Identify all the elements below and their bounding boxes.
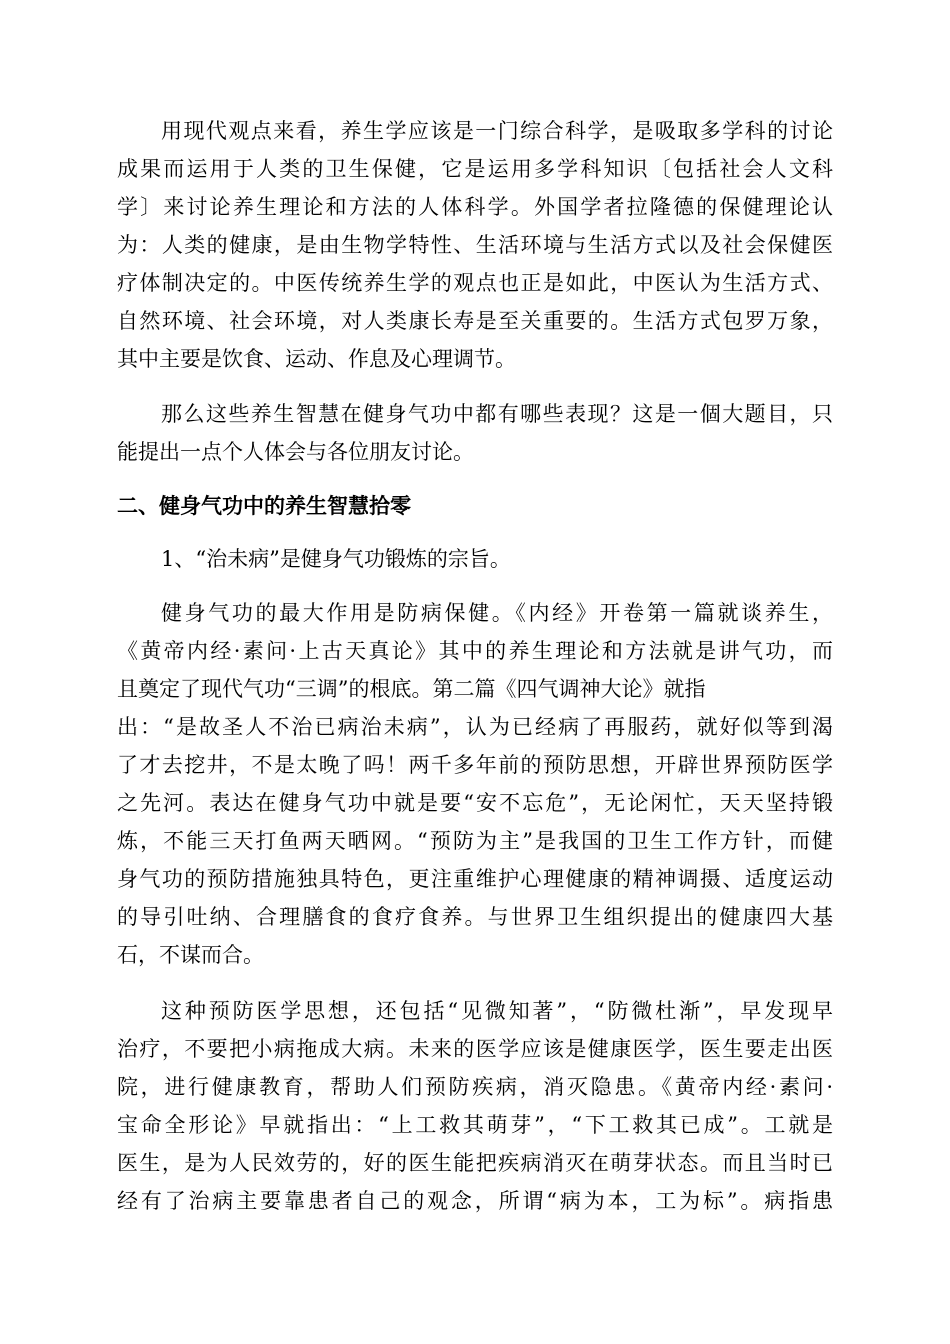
text-line: 其中主要是饮食、运动、作息及心理调节。 xyxy=(117,347,516,371)
text-line: 且奠定了现代气功“三调”的根底。第二篇《四气调神大论》就指 xyxy=(117,677,706,701)
text-line: 炼，不能三天打鱼两天晒网。“预防为主”是我国的卫生工作方针，而健 xyxy=(117,829,833,853)
text-line: 那么这些养生智慧在健身气功中都有哪些表现？这是一個大题目，只 xyxy=(161,402,833,426)
text-line: 治疗，不要把小病拖成大病。未来的医学应该是健康医学，医生要走出医 xyxy=(117,1037,833,1061)
text-line: 石，不谋而合。 xyxy=(117,943,264,967)
sub-heading: 1、“治未病”是健身气功锻炼的宗旨。 xyxy=(161,547,511,571)
text-line: 能提出一点个人体会与各位朋友讨论。 xyxy=(117,440,474,464)
text-line: 的导引吐纳、合理膳食的食疗食养。与世界卫生组织提出的健康四大基 xyxy=(117,905,833,929)
text-line: 院，进行健康教育，帮助人们预防疾病，消灭隐患。《黄帝内经·素问· xyxy=(117,1075,833,1099)
text-line: 经有了治病主要靠患者自己的观念，所谓“病为本，工为标”。病指患 xyxy=(117,1189,833,1213)
text-line: 学〕来讨论养生理论和方法的人体科学。外国学者拉隆德的保健理论认 xyxy=(117,195,833,219)
text-line: 健身气功的最大作用是防病保健。《内经》开卷第一篇就谈养生， xyxy=(161,601,833,625)
text-line: 了才去挖井，不是太晚了吗！两千多年前的预防思想，开辟世界预防医学 xyxy=(117,753,833,777)
text-line: 这种预防医学思想，还包括“见微知著”，“防微杜渐”，早发现早 xyxy=(161,999,833,1023)
text-line: 医生，是为人民效劳的，好的医生能把疾病消灭在萌芽状态。而且当时已 xyxy=(117,1151,833,1175)
text-line: 成果而运用于人类的卫生保健，它是运用多学科知识〔包括社会人文科 xyxy=(117,157,833,181)
section-heading: 二、健身气功中的养生智慧拾零 xyxy=(117,494,411,518)
text-line: 之先河。表达在健身气功中就是要“安不忘危”，无论闲忙，天天坚持锻 xyxy=(117,791,833,815)
text-line: 为：人类的健康，是由生物学特性、生活环境与生活方式以及社会保健医 xyxy=(117,233,833,257)
text-line: 宝命全形论》早就指出：“上工救其萌芽”，“下工救其已成”。工就是 xyxy=(117,1113,833,1137)
text-line: 出：“是故圣人不治已病治未病”，认为已经病了再服药，就好似等到渴 xyxy=(117,715,833,739)
text-line: 自然环境、社会环境，对人类康长寿是至关重要的。生活方式包罗万象， xyxy=(117,309,833,333)
text-line: 身气功的预防措施独具特色，更注重维护心理健康的精神调摄、适度运动 xyxy=(117,867,833,891)
text-line: 《黄帝内经·素问·上古天真论》其中的养生理论和方法就是讲气功，而 xyxy=(117,639,833,663)
text-line: 用现代观点来看，养生学应该是一门综合科学，是吸取多学科的讨论 xyxy=(161,119,833,143)
text-line: 疗体制决定的。中医传统养生学的观点也正是如此，中医认为生活方式、 xyxy=(117,271,833,295)
